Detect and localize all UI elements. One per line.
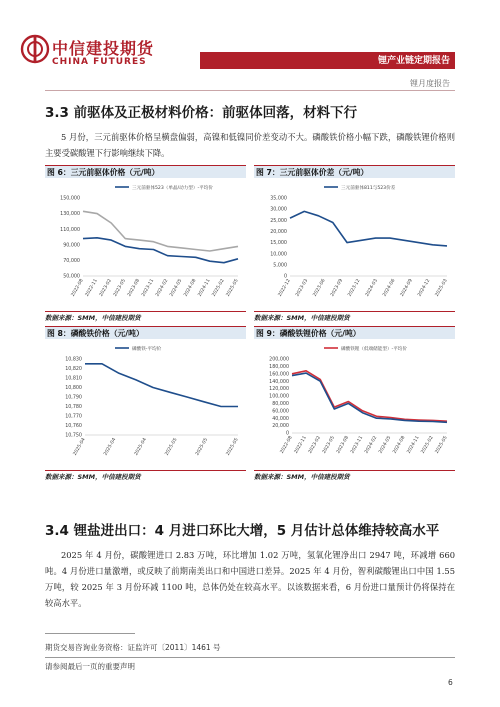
x-tick-label: 2022-08 — [70, 278, 85, 298]
x-tick-label: 2025-05 — [225, 437, 240, 457]
legend — [115, 345, 162, 352]
y-tick-label: 30,000 — [270, 207, 287, 213]
y-tick-label: 10,760 — [65, 424, 82, 430]
x-tick-label: 2023-02 — [307, 435, 322, 455]
series-line — [83, 211, 238, 251]
legend-label: 三元前驱体811与523价差 — [341, 186, 396, 191]
report-type: 锂月度报告 — [410, 79, 450, 88]
y-tick-label: 10,780 — [65, 405, 82, 411]
x-tick-label: 2022-12 — [277, 278, 292, 298]
legend-label: 磷酸铁-平均价 — [132, 347, 162, 352]
x-tick-label: 2024-05 — [378, 435, 393, 455]
header-divider — [45, 90, 455, 91]
section-3-3-paragraph: 5 月份，三元前驱体价格呈横盘偏弱，高镍和低镍同价差变动不大。磷酸铁价格小幅下跌，磷酸铁锂价格则主要受碳酸锂下行影响继续下降。 — [45, 132, 455, 158]
section-3-4-title: 3.4 锂盐进出口：4 月进口环比大增，5 月估计总体维持较高水平 — [45, 523, 440, 539]
x-tick-label: 2025-05 — [164, 437, 179, 457]
x-tick-label: 2025-02 — [211, 278, 226, 298]
x-tick-label: 2024-08 — [183, 278, 198, 298]
x-tick-label: 2024-08 — [392, 435, 407, 455]
figure-8-title: 图 8：磷酸铁价格（元/吨） — [47, 329, 144, 338]
y-tick-label: 180,000 — [269, 365, 289, 370]
x-tick-label: 2023-08 — [336, 435, 351, 455]
x-tick-label: 2024-05 — [169, 278, 184, 298]
x-tick-label: 2024-12 — [417, 278, 432, 298]
footer-license: 期货交易咨询业务资格：证监许可〔2011〕1461 号 — [45, 643, 221, 652]
figure-6 — [45, 165, 246, 312]
section-3-3-title: 3.3 前驱体及正极材料价格：前驱体回落，材料下行 — [45, 105, 358, 121]
figure-9-chart — [254, 341, 455, 469]
y-tick-label: 110,000 — [60, 227, 80, 233]
x-tick-label: 2024-11 — [197, 278, 212, 298]
figure-8-source: 数据来源：SMM，中信建投期货 — [45, 473, 141, 481]
x-tick-label: 2022-11 — [84, 278, 99, 298]
y-tick-label: 60,000 — [272, 409, 289, 415]
x-tick-label: 2022-11 — [293, 435, 308, 455]
legend — [324, 184, 396, 191]
y-tick-label: 200,000 — [269, 357, 289, 363]
y-tick-label: 150,000 — [60, 196, 80, 202]
x-tick-label: 2025-03 — [434, 278, 449, 298]
x-tick-label: 2023-11 — [350, 435, 365, 455]
y-tick-label: 40,000 — [272, 416, 289, 422]
legend — [115, 184, 213, 191]
y-tick-label: 10,000 — [270, 252, 287, 258]
y-tick-label: 130,000 — [60, 212, 80, 218]
figure-7 — [254, 165, 455, 312]
page-number: 6 — [448, 678, 453, 687]
y-tick-label: 90,000 — [63, 243, 80, 249]
series-line — [290, 211, 447, 246]
figure-7-source: 数据来源：SMM，中信建投期货 — [254, 314, 350, 322]
x-tick-label: 2025-05 — [434, 435, 449, 455]
x-tick-label: 2024-02 — [364, 435, 379, 455]
footer-divider-short — [45, 633, 135, 634]
x-tick-label: 2023-11 — [141, 278, 156, 298]
section-3-4-paragraph: 2025 年 4 月份，碳酸锂进口 2.83 万吨，环比增加 1.02 万吨，氢氧化锂净出口 2947 吨，环减增 660 吨。4 月份进口量激增，或反映了前期南美出口和中国进口差异。2025 年 4 月份，智利碳酸锂出口中国 1.55 万吨，较 2025 年 3 月份环减 1100 吨，总体仍处在较高水平。以该数据来看，6 月份进口量预计仍将保持在较高水平。 — [45, 550, 455, 608]
y-tick-label: 10,790 — [65, 395, 82, 401]
y-tick-label: 10,770 — [65, 414, 82, 420]
x-tick-label: 2024-02 — [155, 278, 170, 298]
china-futures-logo-icon — [20, 34, 50, 64]
y-tick-label: 0 — [283, 274, 287, 280]
y-tick-label: 160,000 — [269, 372, 289, 378]
figure-8-chart — [45, 341, 246, 469]
y-tick-label: 5,000 — [273, 263, 287, 269]
x-tick-label: 2024-03 — [365, 278, 379, 298]
x-tick-label: 2025-02 — [420, 435, 435, 455]
y-tick-label: 120,000 — [269, 387, 289, 393]
x-tick-label: 2024-06 — [382, 278, 397, 298]
x-tick-label: 2025-04 — [134, 437, 148, 457]
company-name-cn: 中信建投期货 — [52, 39, 155, 58]
y-tick-label: 0 — [285, 431, 289, 437]
y-tick-label: 50,000 — [63, 274, 80, 280]
figure-6-chart — [45, 180, 246, 310]
figure-9-title: 图 9：磷酸铁锂价格（元/吨） — [256, 329, 361, 338]
footer-divider — [45, 657, 455, 658]
y-tick-label: 15,000 — [270, 241, 287, 247]
x-tick-label: 2024-09 — [399, 278, 414, 298]
y-tick-label: 25,000 — [270, 218, 287, 224]
x-tick-label: 2023-02 — [98, 278, 113, 298]
series-line — [85, 364, 238, 407]
figure-6-title: 图 6：三元前驱体价格（元/吨） — [47, 168, 160, 177]
company-name-en: CHINA FUTURES — [52, 57, 147, 67]
x-tick-label: 2023-03 — [295, 278, 310, 298]
legend — [324, 345, 407, 352]
y-tick-label: 100,000 — [269, 394, 289, 400]
legend-label: 磷酸铁锂（低端储能型）-平均价 — [341, 347, 407, 352]
series-line — [292, 373, 447, 422]
figure-6-source: 数据来源：SMM，中信建投期货 — [45, 314, 141, 322]
x-tick-label: 2023-05 — [113, 278, 128, 298]
report-title: 锂产业链定期报告 — [377, 56, 450, 66]
x-tick-label: 2023-08 — [127, 278, 142, 298]
x-tick-label: 2023-05 — [322, 435, 337, 455]
x-tick-label: 2025-04 — [103, 437, 118, 457]
footer-disclaimer: 请参阅最后一页的重要声明 — [45, 662, 135, 671]
y-tick-label: 20,000 — [272, 424, 289, 430]
y-tick-label: 10,800 — [65, 386, 82, 392]
y-tick-label: 70,000 — [63, 259, 80, 264]
x-tick-label: 2022-08 — [279, 435, 294, 455]
figure-9-source: 数据来源：SMM，中信建投期货 — [254, 473, 350, 481]
x-tick-label: 2023-09 — [330, 278, 345, 298]
x-tick-label: 2025-04 — [72, 437, 87, 457]
y-tick-label: 10,810 — [65, 376, 82, 382]
figure-7-title: 图 7：三元前驱体价差（元/吨） — [256, 168, 369, 177]
x-tick-label: 2023-06 — [312, 278, 327, 298]
x-tick-label: 2025-05 — [225, 278, 240, 298]
legend-label: 三元前驱体523（单晶/动力型）-平均价 — [132, 186, 213, 191]
x-tick-label: 2025-05 — [195, 437, 210, 457]
figure-9 — [254, 326, 455, 471]
y-tick-label: 10,830 — [65, 357, 82, 363]
figure-7-chart — [254, 180, 455, 310]
y-tick-label: 20,000 — [270, 230, 287, 236]
y-tick-label: 35,000 — [270, 196, 287, 202]
y-tick-label: 10,750 — [65, 433, 82, 439]
y-tick-label: 80,000 — [272, 402, 289, 407]
figure-8 — [45, 326, 246, 471]
y-tick-label: 140,000 — [269, 379, 289, 385]
y-tick-label: 10,820 — [65, 367, 82, 373]
x-tick-label: 2024-11 — [406, 435, 421, 455]
x-tick-label: 2023-12 — [347, 278, 362, 298]
